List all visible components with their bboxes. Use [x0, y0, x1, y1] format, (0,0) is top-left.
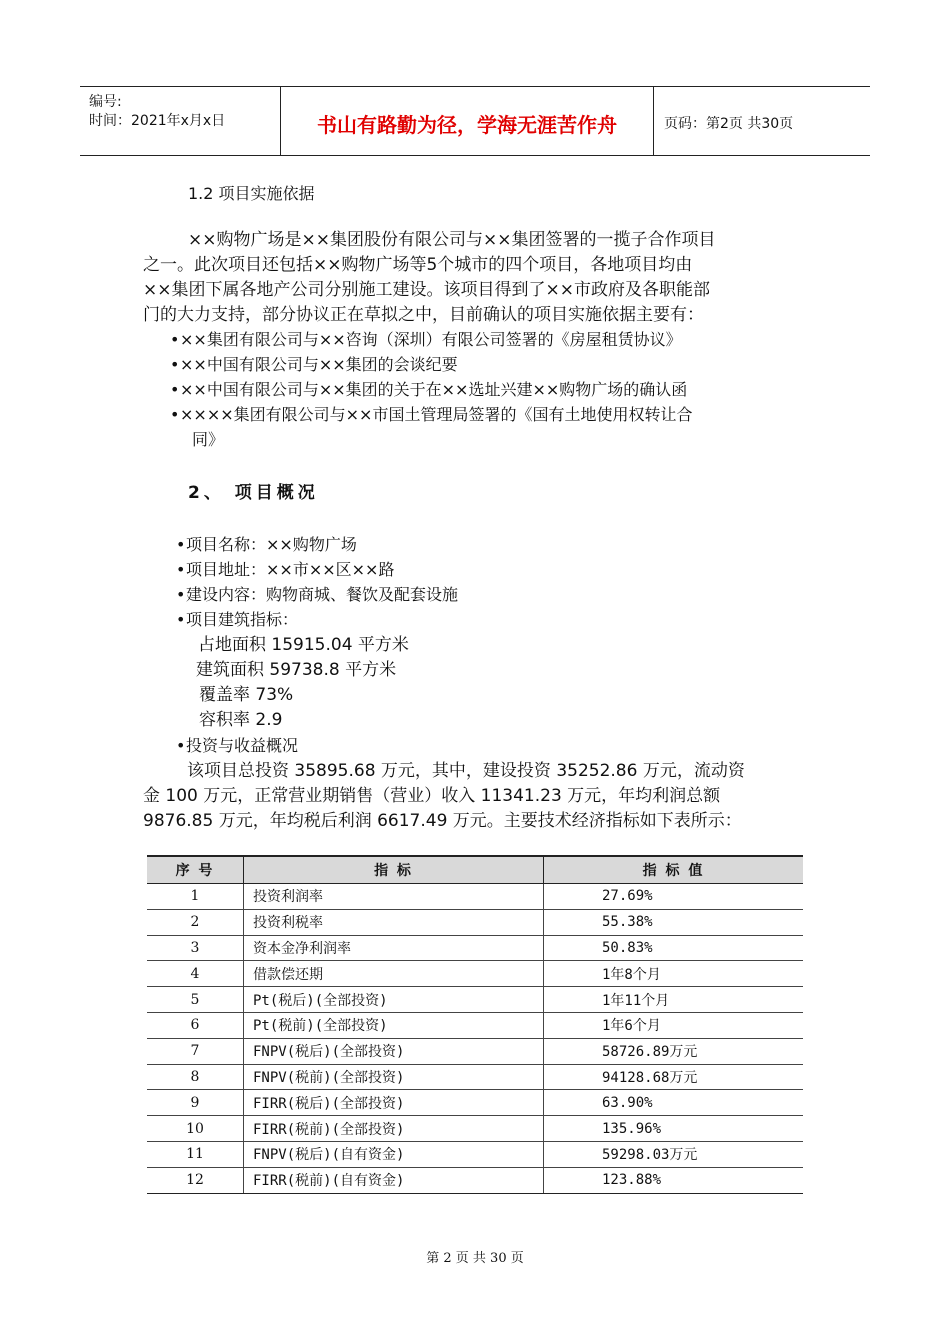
row-number: 1 — [147, 884, 244, 910]
economic-indicators-table — [147, 855, 803, 1194]
header-page-label: 页码：第2页 共30页 — [664, 116, 794, 132]
row-number: 11 — [147, 1141, 244, 1167]
column-header: 指 标 — [244, 856, 544, 884]
bullet-dot-icon: • — [170, 355, 180, 374]
indicator-value: 1年6个月 — [544, 1012, 804, 1038]
overview-bullet: •项目名称：××购物广场 — [176, 532, 357, 557]
section-heading-1-2: 1.2 项目实施依据 — [188, 184, 315, 203]
column-header: 指 标 值 — [544, 856, 804, 884]
bullet-dot-icon: • — [176, 585, 186, 604]
table-row — [147, 1012, 803, 1038]
page-header — [80, 86, 870, 156]
paragraph-line: 门的大力支持，部分协议正在草拟之中，目前确认的项目实施依据主要有： — [143, 305, 704, 325]
indicator-name: 投资利税率 — [244, 909, 544, 935]
overview-bullet: •建设内容：购物商城、餐饮及配套设施 — [176, 582, 458, 607]
overview-bullet: •投资与收益概况 — [176, 733, 298, 758]
row-number: 8 — [147, 1064, 244, 1090]
row-number: 9 — [147, 1090, 244, 1116]
page-footer: 第 2 页 共 30 页 — [426, 1251, 524, 1266]
bullet-dot-icon: • — [176, 560, 186, 579]
indicator-name: 借款偿还期 — [244, 961, 544, 987]
table-row — [147, 935, 803, 961]
table-row — [147, 961, 803, 987]
basis-bullet: •××××集团有限公司与××市国土管理局签署的《国有土地使用权转让合 — [170, 402, 692, 427]
bullet-dot-icon: • — [176, 736, 186, 755]
row-number: 10 — [147, 1116, 244, 1142]
bullet-dot-icon: • — [170, 405, 180, 424]
row-number: 3 — [147, 935, 244, 961]
indicator-value: 1年11个月 — [544, 987, 804, 1013]
doc-time-label: 时间：2021年x月x日 — [89, 113, 226, 129]
bullet-dot-icon: • — [170, 330, 180, 349]
row-number: 7 — [147, 1038, 244, 1064]
bullet-dot-icon: • — [170, 380, 180, 399]
bullet-dot-icon: • — [176, 535, 186, 554]
table-row — [147, 1116, 803, 1142]
row-number: 12 — [147, 1167, 244, 1193]
table-row — [147, 1064, 803, 1090]
indicator-name: FIRR(税前)(全部投资) — [244, 1116, 544, 1142]
indicator-line: 建筑面积 59738.8 平方米 — [196, 660, 397, 680]
basis-bullet: •××集团有限公司与××咨询（深圳）有限公司签署的《房屋租赁协议》 — [170, 327, 682, 352]
indicator-value: 59298.03万元 — [544, 1141, 804, 1167]
indicator-name: FIRR(税后)(全部投资) — [244, 1090, 544, 1116]
basis-bullet-continuation: 同》 — [192, 430, 225, 449]
overview-bullet: •项目建筑指标： — [176, 607, 298, 632]
paragraph-line: ××购物广场是××集团股份有限公司与××集团签署的一揽子合作项目 — [188, 230, 716, 250]
paragraph-line: ××集团下属各地产公司分别施工建设。该项目得到了××市政府及各职能部 — [143, 280, 710, 300]
indicator-value: 94128.68万元 — [544, 1064, 804, 1090]
indicator-name: FNPV(税前)(全部投资) — [244, 1064, 544, 1090]
table-row — [147, 884, 803, 910]
row-number: 5 — [147, 987, 244, 1013]
paragraph-line: 该项目总投资 35895.68 万元，其中，建设投资 35252.86 万元，流动资 — [187, 761, 745, 781]
table-row — [147, 1038, 803, 1064]
indicator-value: 63.90% — [544, 1090, 804, 1116]
indicator-name: FIRR(税前)(自有资金) — [244, 1167, 544, 1193]
overview-bullet: •项目地址：××市××区××路 — [176, 557, 394, 582]
header-page-cell — [654, 87, 870, 155]
indicator-value: 1年8个月 — [544, 961, 804, 987]
indicator-name: 投资利润率 — [244, 884, 544, 910]
header-meta-cell — [80, 87, 281, 155]
indicator-line: 覆盖率 73% — [199, 685, 294, 705]
basis-bullet: •××中国有限公司与××集团的会谈纪要 — [170, 352, 458, 377]
indicator-name: 资本金净利润率 — [244, 935, 544, 961]
header-motto-cell — [281, 87, 654, 155]
row-number: 2 — [147, 909, 244, 935]
paragraph-line: 9876.85 万元，年均税后利润 6617.49 万元。主要技术经济指标如下表所示： — [143, 811, 742, 831]
indicator-name: Pt(税前)(全部投资) — [244, 1012, 544, 1038]
table-row — [147, 1090, 803, 1116]
indicator-name: FNPV(税后)(全部投资) — [244, 1038, 544, 1064]
paragraph-line: 金 100 万元，正常营业期销售（营业）收入 11341.23 万元，年均利润总额 — [143, 786, 721, 806]
indicator-value: 27.69% — [544, 884, 804, 910]
column-header: 序 号 — [147, 856, 244, 884]
basis-bullet: •××中国有限公司与××集团的关于在××选址兴建××购物广场的确认函 — [170, 377, 687, 402]
indicator-line: 容积率 2.9 — [199, 710, 283, 730]
doc-number-label: 编号: — [89, 94, 122, 110]
row-number: 6 — [147, 1012, 244, 1038]
indicator-name: FNPV(税后)(自有资金) — [244, 1141, 544, 1167]
paragraph-line: 之一。此次项目还包括××购物广场等5个城市的四个项目，各地项目均由 — [143, 255, 693, 275]
indicator-value: 123.88% — [544, 1167, 804, 1193]
header-motto: 书山有路勤为径，学海无涯苦作舟 — [317, 113, 617, 137]
table-row — [147, 1167, 803, 1193]
indicator-value: 135.96% — [544, 1116, 804, 1142]
table-header-row — [147, 856, 803, 884]
bullet-dot-icon: • — [176, 610, 186, 629]
table-row — [147, 987, 803, 1013]
table-row — [147, 909, 803, 935]
indicator-name: Pt(税后)(全部投资) — [244, 987, 544, 1013]
table-row — [147, 1141, 803, 1167]
indicator-value: 58726.89万元 — [544, 1038, 804, 1064]
row-number: 4 — [147, 961, 244, 987]
section-heading-2: 2、 项目概况 — [188, 483, 319, 503]
indicator-value: 50.83% — [544, 935, 804, 961]
indicator-line: 占地面积 15915.04 平方米 — [198, 635, 409, 655]
indicator-value: 55.38% — [544, 909, 804, 935]
